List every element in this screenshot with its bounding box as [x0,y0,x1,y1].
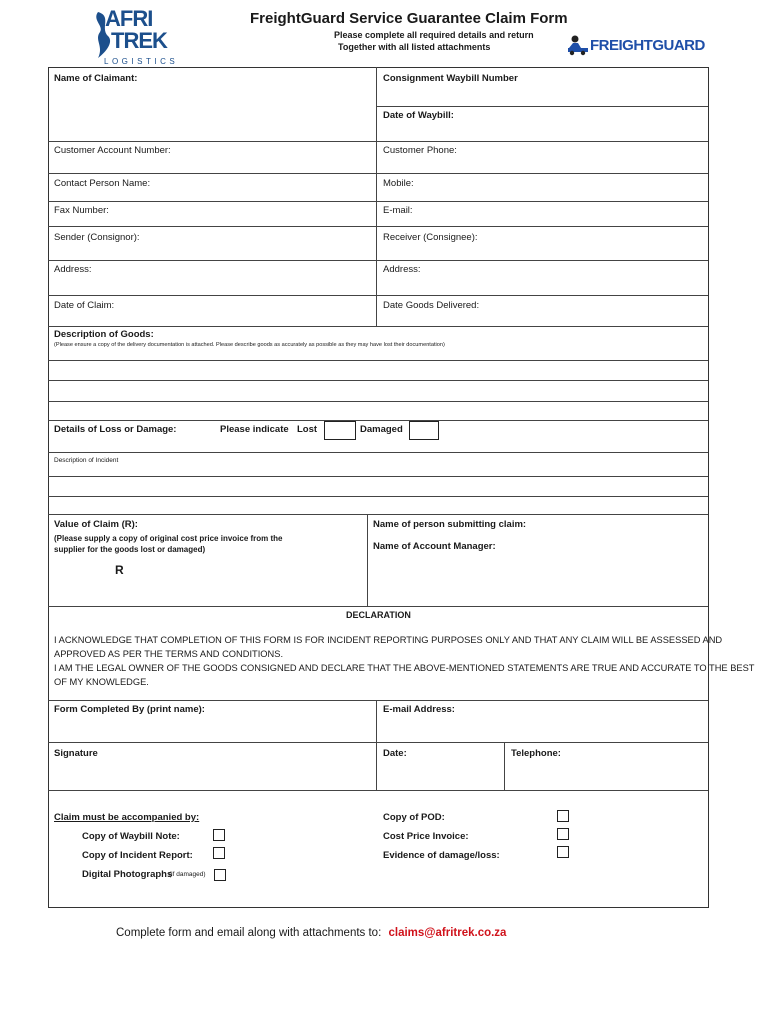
damaged-checkbox[interactable] [409,421,439,440]
subtitle-line1: Please complete all required details and return [334,30,534,40]
sender-label: Sender (Consignor): [54,232,140,243]
attachments-heading: Claim must be accompanied by: [54,812,200,823]
freightguard-logo [566,34,728,58]
value-of-claim-label: Value of Claim (R): [54,519,138,530]
pod-checkbox[interactable] [557,810,569,822]
mobile-label: Mobile: [383,178,414,189]
digital-photographs-checkbox[interactable] [214,869,226,881]
freightguard-logo-text: FREIGHTGUARD [590,37,705,54]
value-note-line2: supplier for the goods lost or damaged) [54,545,206,554]
account-manager-label: Name of Account Manager: [373,541,496,552]
description-note: (Please ensure a copy of the delivery documentation is attached. Please describe goods as accurately as possible as they may have lost their documentation) [54,342,445,348]
contact-person-label: Contact Person Name: [54,178,151,189]
receiver-label: Receiver (Consignee): [383,232,478,243]
receiver-address-label: Address: [383,264,421,275]
cost-invoice-label: Cost Price Invoice: [383,831,469,842]
fax-number-label: Fax Number: [54,205,109,216]
sender-address-label: Address: [54,264,92,275]
customer-phone-label: Customer Phone: [383,145,457,156]
telephone-label: Telephone: [511,748,561,759]
digital-photographs-label: Digital Photographs [82,869,173,880]
subtitle-line2: Together with all listed attachments [338,42,491,52]
if-damaged-note: (if damaged) [169,871,206,878]
email-label: E-mail: [383,205,413,216]
evidence-checkbox[interactable] [557,846,569,858]
cost-invoice-checkbox[interactable] [557,828,569,840]
incident-report-checkbox[interactable] [213,847,225,859]
footer-text: Complete form and email along with attachments to: [116,927,382,939]
footer-instruction [116,927,506,939]
signature-label: Signature [54,748,98,759]
description-of-incident-label: Description of Incident [54,457,119,464]
submitter-name-label: Name of person submitting claim: [373,519,527,530]
afritrek-logo-line1: AFRI [105,6,153,31]
damaged-label: Damaged [360,424,403,435]
afritrek-logo-line2: TREK [111,28,167,53]
evidence-label: Evidence of damage/loss: [383,850,500,861]
declaration-line4: OF MY KNOWLEDGE. [54,677,149,687]
declaration-line3: I AM THE LEGAL OWNER OF THE GOODS CONSIGNED AND DECLARE THAT THE ABOVE-MENTIONED STATEMENTS ARE TRUE AND ACCURATE TO THE BEST [54,663,755,673]
footer-email-link[interactable]: claims@afritrek.co.za [388,927,507,939]
please-indicate-label: Please indicate [220,424,289,435]
declaration-line2: APPROVED AS PER THE TERMS AND CONDITIONS. [54,649,284,659]
afritrek-logo [92,6,179,70]
lost-label: Lost [297,424,318,435]
date-of-claim-label: Date of Claim: [54,300,115,311]
waybill-note-checkbox[interactable] [213,829,225,841]
form-completed-by-label: Form Completed By (print name): [54,704,205,715]
waybill-note-label: Copy of Waybill Note: [82,831,180,842]
page-title: FreightGuard Service Guarantee Claim Form [250,10,568,27]
declaration-title: DECLARATION [346,610,411,620]
afritrek-logo-line3: LOGISTICS [104,57,179,66]
description-of-goods-label: Description of Goods: [54,329,154,340]
lost-checkbox[interactable] [324,421,356,440]
loss-damage-label: Details of Loss or Damage: [54,424,177,435]
customer-account-label: Customer Account Number: [54,145,171,156]
declaration-line1: I ACKNOWLEDGE THAT COMPLETION OF THIS FORM IS FOR INCIDENT REPORTING PURPOSES ONLY AND THAT ANY CLAIM WILL BE ASSESSED AND [54,635,723,645]
name-of-claimant-label: Name of Claimant: [54,73,138,84]
truck-icon [566,34,590,56]
date-goods-delivered-label: Date Goods Delivered: [383,300,480,311]
form-border [48,67,709,908]
currency-symbol: R [115,563,124,577]
pod-label: Copy of POD: [383,812,445,823]
date-label: Date: [383,748,407,759]
consignment-waybill-label: Consignment Waybill Number [383,73,518,84]
date-of-waybill-label: Date of Waybill: [383,110,454,121]
value-note-line1: (Please supply a copy of original cost price invoice from the [54,534,283,543]
incident-report-label: Copy of Incident Report: [82,850,193,861]
email-address-label: E-mail Address: [383,704,455,715]
